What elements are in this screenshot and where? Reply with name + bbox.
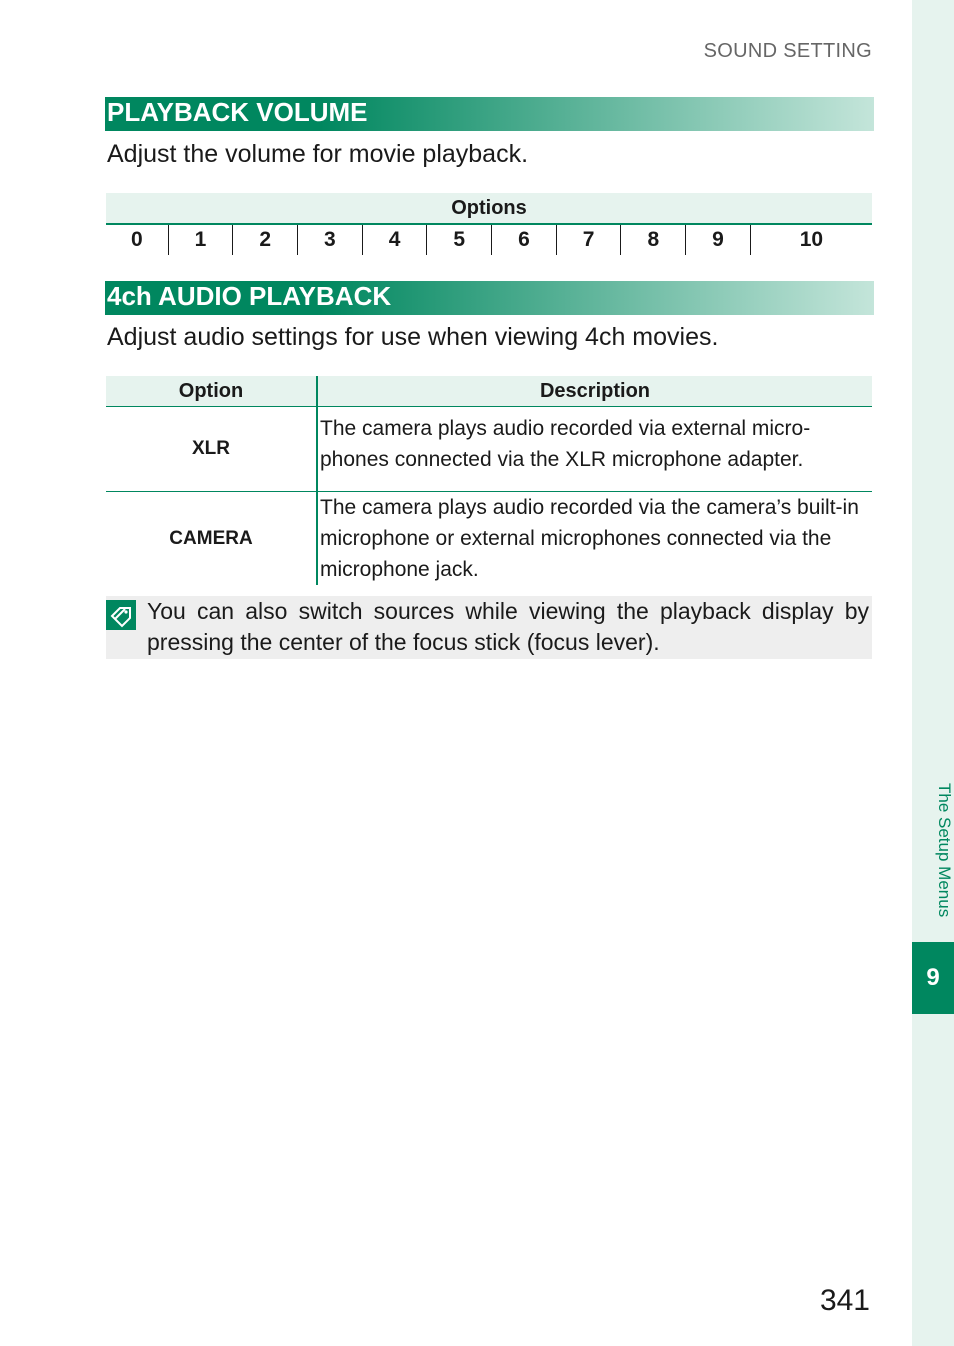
section-heading-4ch-audio-playback: 4ch AUDIO PLAYBACK (105, 281, 874, 315)
table-row (106, 407, 872, 492)
table-row (106, 492, 872, 586)
option-cell: 9 (686, 224, 751, 255)
option-description: The camera plays audio recorded via external micro-phones connected via the XLR microphone adapter. (317, 407, 872, 492)
playback-volume-lead: Adjust the volume for movie playback. (107, 140, 529, 168)
options-row (106, 224, 872, 255)
option-cell: 6 (492, 224, 557, 255)
note-box (106, 596, 872, 659)
option-name: XLR (106, 407, 317, 492)
side-strip (912, 0, 954, 1346)
option-cell: 10 (750, 224, 872, 255)
option-cell: 0 (130, 228, 143, 251)
note-text: You can also switch sources while viewing the playback display by pressing the center of the focus stick (focus lever). (147, 598, 869, 655)
chapter-tab: 9 (912, 942, 954, 1014)
option-cell: 5 (427, 224, 492, 255)
option-cell: 1 (168, 224, 233, 255)
chapter-side-label: The Setup Menus (935, 782, 954, 918)
page-number: 341 (819, 1284, 870, 1317)
option-name: CAMERA (106, 492, 317, 586)
option-cell: 4 (362, 224, 427, 255)
audio-options-table (106, 376, 872, 585)
option-cell: 8 (621, 224, 686, 255)
option-cell: 7 (556, 224, 621, 255)
option-description: The camera plays audio recorded via the camera’s built-in microphone or external microphones connected via the microphone jack. (320, 496, 859, 581)
option-cell: 2 (233, 224, 298, 255)
option-column-header: Option (106, 376, 317, 407)
audio-playback-lead: Adjust audio settings for use when viewing 4ch movies. (107, 323, 719, 351)
options-header: Options (106, 193, 872, 224)
volume-options-table (106, 193, 872, 255)
section-heading-playback-volume: PLAYBACK VOLUME (105, 97, 874, 131)
description-column-header: Description (317, 376, 872, 407)
note-icon (106, 600, 136, 630)
option-cell: 3 (298, 224, 363, 255)
running-head: SOUND SETTING (703, 40, 872, 62)
